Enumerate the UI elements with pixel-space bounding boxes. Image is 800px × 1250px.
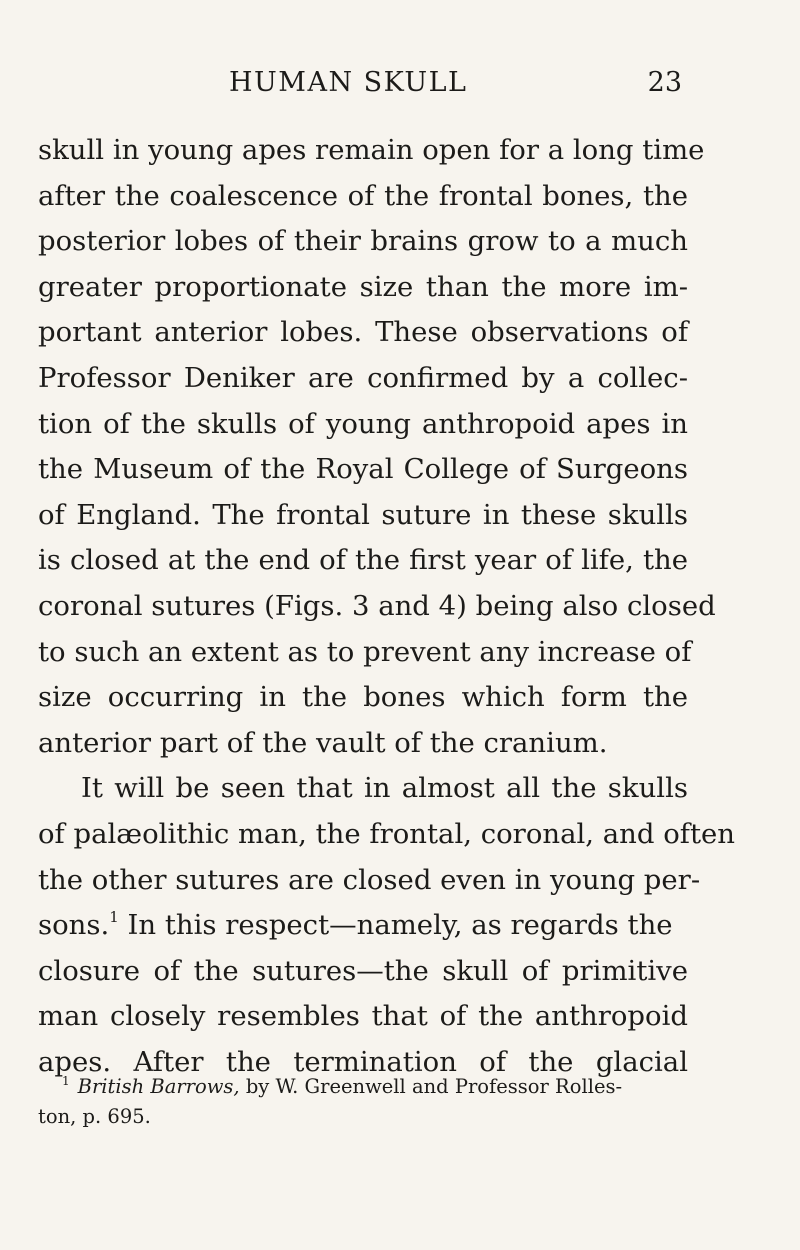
page-number: 23 — [647, 67, 682, 98]
footnote — [38, 1072, 688, 1132]
text-line: portant anterior lobes. These observations of — [38, 316, 688, 349]
text-line-with-note — [38, 903, 688, 949]
footnote-reference[interactable]: 1 — [109, 908, 119, 927]
text-line: Professor Deniker are confirmed by a collec- — [38, 361, 688, 394]
text-segment: In this respect—namely, as regards the — [127, 909, 673, 942]
text-line: size occurring in the bones which form the — [38, 681, 688, 714]
text-line: apes. After the termination of the glacial — [38, 1045, 688, 1078]
text-line-paragraph-end: anterior part of the vault of the cranium. — [38, 726, 608, 759]
text-line: greater proportionate size than the more im- — [38, 270, 688, 303]
text-line: of palæolithic man, the frontal, coronal, and often — [38, 817, 735, 850]
running-head-title: HUMAN SKULL — [229, 67, 468, 98]
text-line: the Museum of the Royal College of Surgeons — [38, 453, 688, 486]
footnote-line: ton, p. 695. — [38, 1105, 151, 1128]
text-segment: sons. — [38, 909, 110, 942]
body-text — [38, 128, 735, 1085]
text-line: of England. The frontal suture in these skulls — [38, 498, 688, 531]
text-line: closure of the sutures—the skull of primitive — [38, 954, 688, 987]
text-line: to such an extent as to prevent any increase of — [38, 635, 692, 668]
footnote-marker: 1 — [62, 1074, 70, 1088]
text-line: skull in young apes remain open for a long time — [38, 134, 705, 166]
text-line: man closely resembles that of the anthropoid — [38, 1000, 688, 1033]
footnote-text: by W. Greenwell and Professor Rolles- — [245, 1075, 623, 1098]
text-line: is closed at the end of the first year of life, the — [38, 544, 688, 577]
text-line-paragraph-start: It will be seen that in almost all the skulls — [81, 772, 688, 805]
footnote-line — [38, 1072, 688, 1102]
text-line: coronal sutures (Figs. 3 and 4) being also closed — [38, 589, 716, 622]
text-line: the other sutures are closed even in young per- — [38, 863, 701, 896]
text-line: tion of the skulls of young anthropoid apes in — [38, 407, 688, 440]
text-line: posterior lobes of their brains grow to a much — [38, 225, 688, 258]
text-line: after the coalescence of the frontal bones, the — [38, 179, 688, 212]
footnote-source-title: British Barrows, — [77, 1075, 240, 1098]
